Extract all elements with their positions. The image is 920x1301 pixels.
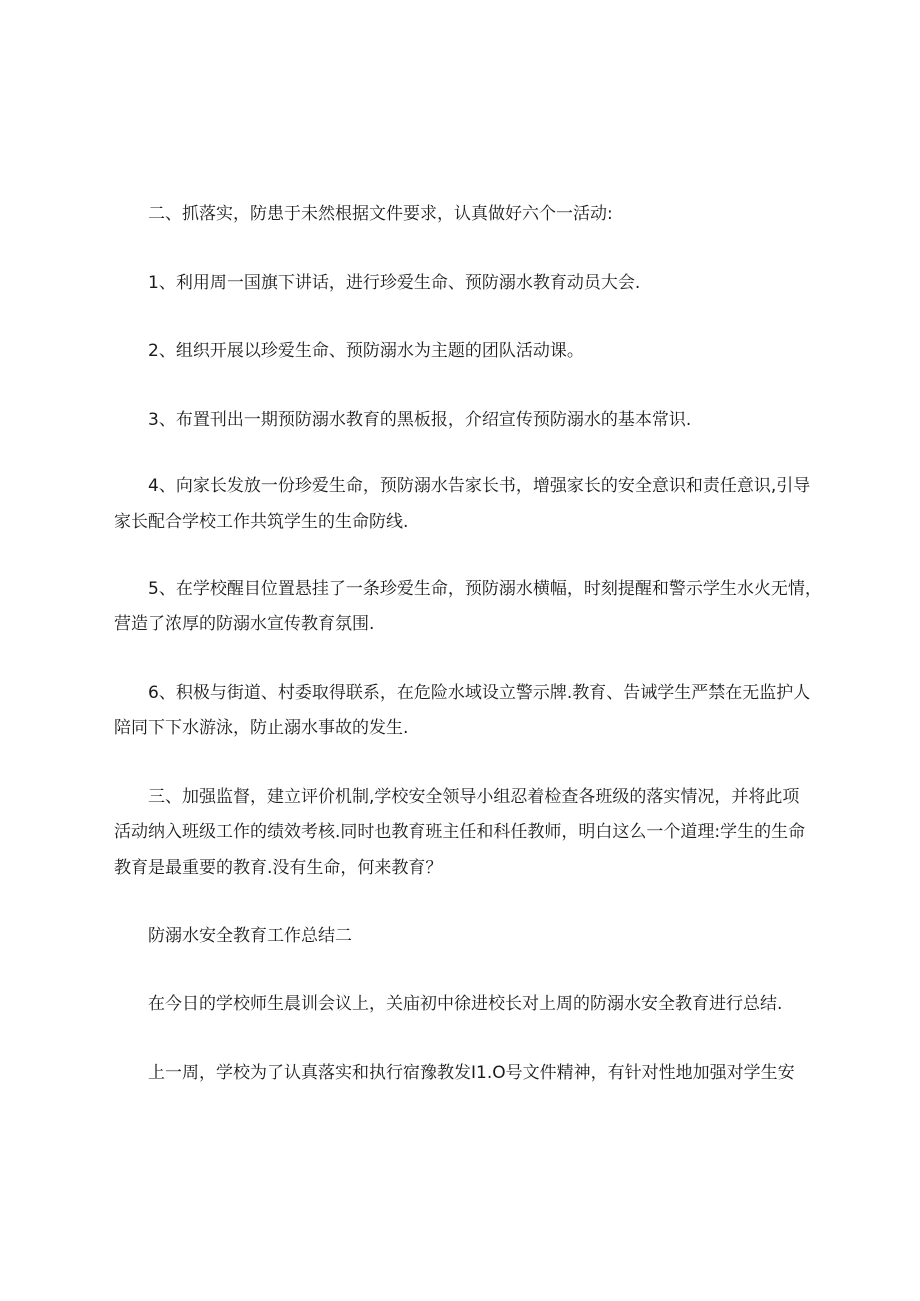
section-three-line-1: 三、加强监督，建立评价机制,学校安全领导小组忍着检查各班级的落实情况，并将此项 [148,787,800,807]
list-item-6-line-2: 陪同下下水游泳，防止溺水事故的发生. [114,718,409,738]
summary-two-heading: 防溺水安全教育工作总结二 [148,926,352,946]
section-three-line-2: 活动纳入班级工作的绩效考核.同时也教育班主任和科任教师，明白这么一个道理:学生的生命 [114,822,806,842]
section-two-heading: 二、抓落实，防患于未然根据文件要求，认真做好六个一活动: [148,204,613,224]
section-three-line-3: 教育是最重要的教育.没有生命，何来教育？ [114,858,443,878]
last-week-paragraph: 上一周，学校为了认真落实和执行宿豫教发I1.O号文件精神，有针对性地加强对学生安 [148,1063,795,1083]
list-item-4-line-1: 4、向家长发放一份珍爱生命，预防溺水告家长书，增强家长的安全意识和责任意识,引导 [148,476,811,496]
list-item-5-line-2: 营造了浓厚的防溺水宣传教育氛围. [114,614,375,634]
list-item-3: 3、布置刊出一期预防溺水教育的黑板报，介绍宣传预防溺水的基本常识. [148,410,692,430]
list-item-5-line-1: 5、在学校醒目位置悬挂了一条珍爱生命，预防溺水横幅，时刻提醒和警示学生水火无情， [148,579,822,599]
meeting-paragraph: 在今日的学校师生晨训会议上，关庙初中徐进校长对上周的防溺水安全教育进行总结. [148,994,783,1014]
list-item-4-line-2: 家长配合学校工作共筑学生的生命防线. [114,512,409,532]
list-item-1: 1、利用周一国旗下讲话，进行珍爱生命、预防溺水教育动员大会. [148,273,641,293]
list-item-6-line-1: 6、积极与街道、村委取得联系，在危险水域设立警示牌.教育、告诫学生严禁在无监护人 [148,683,811,703]
list-item-2: 2、组织开展以珍爱生命、预防溺水为主题的团队活动课。 [148,341,584,361]
